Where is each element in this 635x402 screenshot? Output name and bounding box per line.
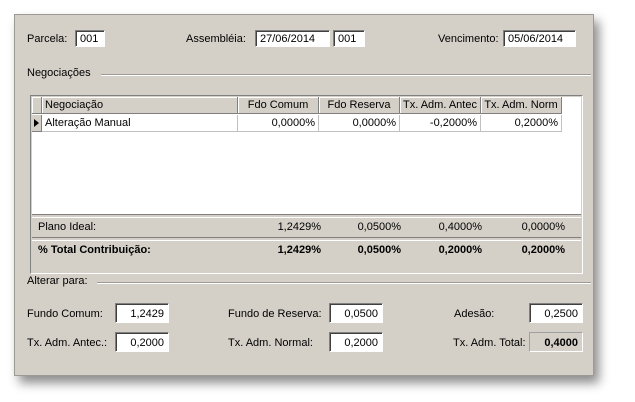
tx-adm-total-value: 0,4000 (529, 332, 583, 352)
adesao-input[interactable]: 0,2500 (529, 303, 583, 323)
tx-adm-normal-input[interactable]: 0,2000 (329, 332, 383, 352)
negociacoes-divider (101, 74, 591, 76)
assembleia-number-input[interactable]: 001 (333, 30, 365, 47)
table-row-fdo-comum[interactable]: 0,0000% (238, 115, 319, 132)
plano-ideal-tx-norm: 0,0000% (521, 221, 565, 233)
col-header-fdo-comum[interactable]: Fdo Comum (238, 97, 319, 114)
fundo-comum-label: Fundo Comum: (27, 308, 103, 320)
grid-corner-header (32, 97, 42, 114)
tx-adm-antec-label: Tx. Adm. Antec.: (27, 337, 108, 349)
alterar-group-label: Alterar para: (27, 275, 88, 287)
parcela-input[interactable]: 001 (75, 30, 105, 47)
negociacoes-group-label: Negociações (27, 67, 91, 79)
col-header-fdo-reserva[interactable]: Fdo Reserva (319, 97, 400, 114)
fundo-reserva-input[interactable]: 0,0500 (329, 303, 383, 323)
vencimento-date-input[interactable]: 05/06/2014 (503, 30, 576, 47)
plano-ideal-fdo-reserva: 0,0500% (357, 221, 401, 233)
table-row-negociacao[interactable]: Alteração Manual (42, 115, 238, 132)
table-row-fdo-reserva[interactable]: 0,0000% (319, 115, 400, 132)
negociacoes-grid[interactable] (30, 95, 583, 274)
fundo-comum-input[interactable]: 1,2429 (115, 303, 169, 323)
total-fdo-reserva: 0,0500% (357, 244, 401, 256)
tx-adm-total-label: Tx. Adm. Total: (453, 337, 526, 349)
table-row-tx-adm-norm[interactable]: 0,2000% (481, 115, 562, 132)
grid-total-divider (32, 237, 581, 238)
row-indicator (32, 115, 42, 132)
col-header-negociacao[interactable]: Negociação (42, 97, 238, 114)
parcela-label: Parcela: (27, 33, 68, 45)
adesao-label: Adesão: (454, 308, 495, 320)
total-tx-norm: 0,2000% (521, 244, 565, 256)
current-row-arrow-icon (34, 119, 39, 127)
installment-panel (14, 14, 594, 376)
total-fdo-comum: 1,2429% (277, 244, 321, 256)
plano-ideal-label: Plano Ideal: (38, 221, 97, 233)
col-header-tx-adm-antec[interactable]: Tx. Adm. Antec (400, 97, 481, 114)
col-header-tx-adm-norm[interactable]: Tx. Adm. Norm (481, 97, 562, 114)
table-row-tx-adm-antec[interactable]: -0,2000% (400, 115, 481, 132)
tx-adm-normal-label: Tx. Adm. Normal: (228, 337, 313, 349)
total-contribuicao-label: % Total Contribuição: (38, 244, 151, 256)
plano-ideal-row (32, 217, 581, 237)
vencimento-label: Vencimento: (438, 33, 499, 45)
total-contribuicao-row (32, 240, 581, 260)
plano-ideal-tx-antec: 0,4000% (438, 221, 482, 233)
alterar-divider (97, 282, 591, 284)
grid-summary-divider (32, 214, 581, 215)
fundo-reserva-label: Fundo de Reserva: (228, 308, 322, 320)
total-tx-antec: 0,2000% (438, 244, 482, 256)
plano-ideal-fdo-comum: 1,2429% (277, 221, 321, 233)
tx-adm-antec-input[interactable]: 0,2000 (115, 332, 169, 352)
assembleia-date-input[interactable]: 27/06/2014 (255, 30, 330, 47)
assembleia-label: Assembléia: (186, 33, 246, 45)
